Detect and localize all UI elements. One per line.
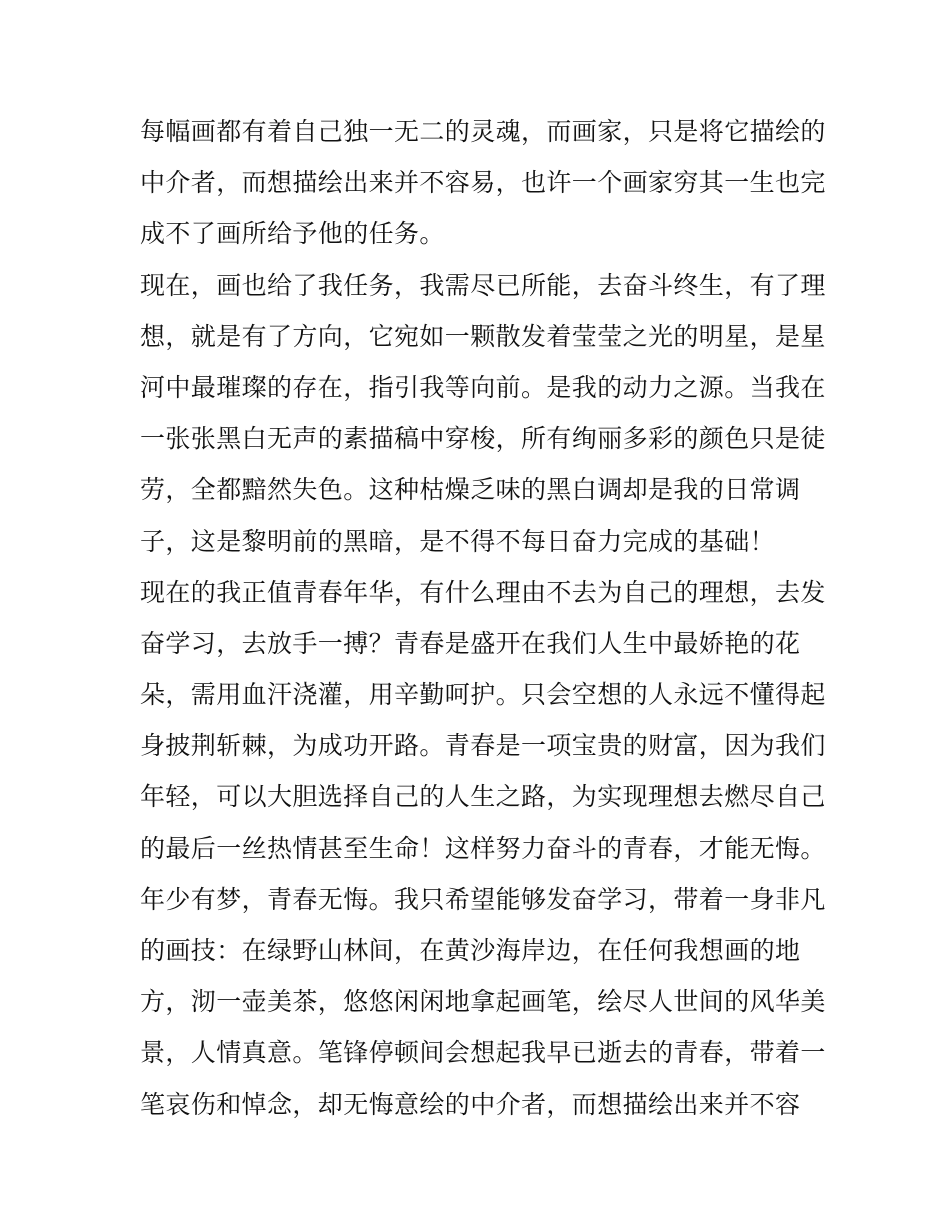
document-body (140, 106, 826, 1130)
text-line-14: 年轻，可以大胆选择自己的人生之路，为实现理想去燃尽自己 (140, 782, 826, 812)
text-line-1: 每幅画都有着自己独一无二的灵魂，而画家，只是将它描绘的 (140, 117, 826, 146)
text-line-3: 成不了画所给予他的任务。 (140, 219, 445, 249)
text-line-13: 身披荆斩棘，为成功开路。青春是一项宝贵的财富，因为我们 (140, 731, 826, 761)
text-line-5: 想，就是有了方向，它宛如一颗散发着莹莹之光的明星，是星 (140, 321, 826, 351)
text-line-20: 笔哀伤和悼念，却无悔意绘的中介者，而想描绘出来并不容 (140, 1089, 801, 1119)
text-line-2: 中介者，而想描绘出来并不容易，也许一个画家穷其一生也完 (140, 168, 826, 198)
text-line-15: 的最后一丝热情甚至生命！这样努力奋斗的青春，才能无悔。 (140, 833, 826, 863)
text-line-7: 一张张黑白无声的素描稿中穿梭，所有绚丽多彩的颜色只是徒 (140, 424, 826, 454)
text-line-18: 方，沏一壶美茶，悠悠闲闲地拿起画笔，绘尽人世间的风华美 (140, 987, 826, 1017)
text-line-17: 的画技：在绿野山林间，在黄沙海岸边，在任何我想画的地 (140, 936, 801, 965)
text-line-6: 河中最璀璨的存在，指引我等向前。是我的动力之源。当我在 (140, 372, 826, 402)
text-line-11: 奋学习，去放手一搏？青春是盛开在我们人生中最娇艳的花 (140, 628, 801, 658)
text-line-19: 景，人情真意。笔锋停顿间会想起我早已逝去的青春，带着一 (140, 1038, 826, 1068)
text-line-4: 现在，画也给了我任务，我需尽已所能，去奋斗终生，有了理 (140, 270, 826, 300)
text-line-9: 子，这是黎明前的黑暗，是不得不每日奋力完成的基础！ (140, 526, 776, 556)
text-line-12: 朵，需用血汗浇灌，用辛勤呵护。只会空想的人永远不懂得起 (140, 680, 826, 710)
text-line-8: 劳，全都黯然失色。这种枯燥乏味的黑白调却是我的日常调 (140, 475, 801, 505)
text-line-16: 年少有梦，青春无悔。我只希望能够发奋学习，带着一身非凡 (140, 884, 826, 914)
text-line-10: 现在的我正值青春年华，有什么理由不去为自己的理想，去发 (140, 577, 826, 607)
